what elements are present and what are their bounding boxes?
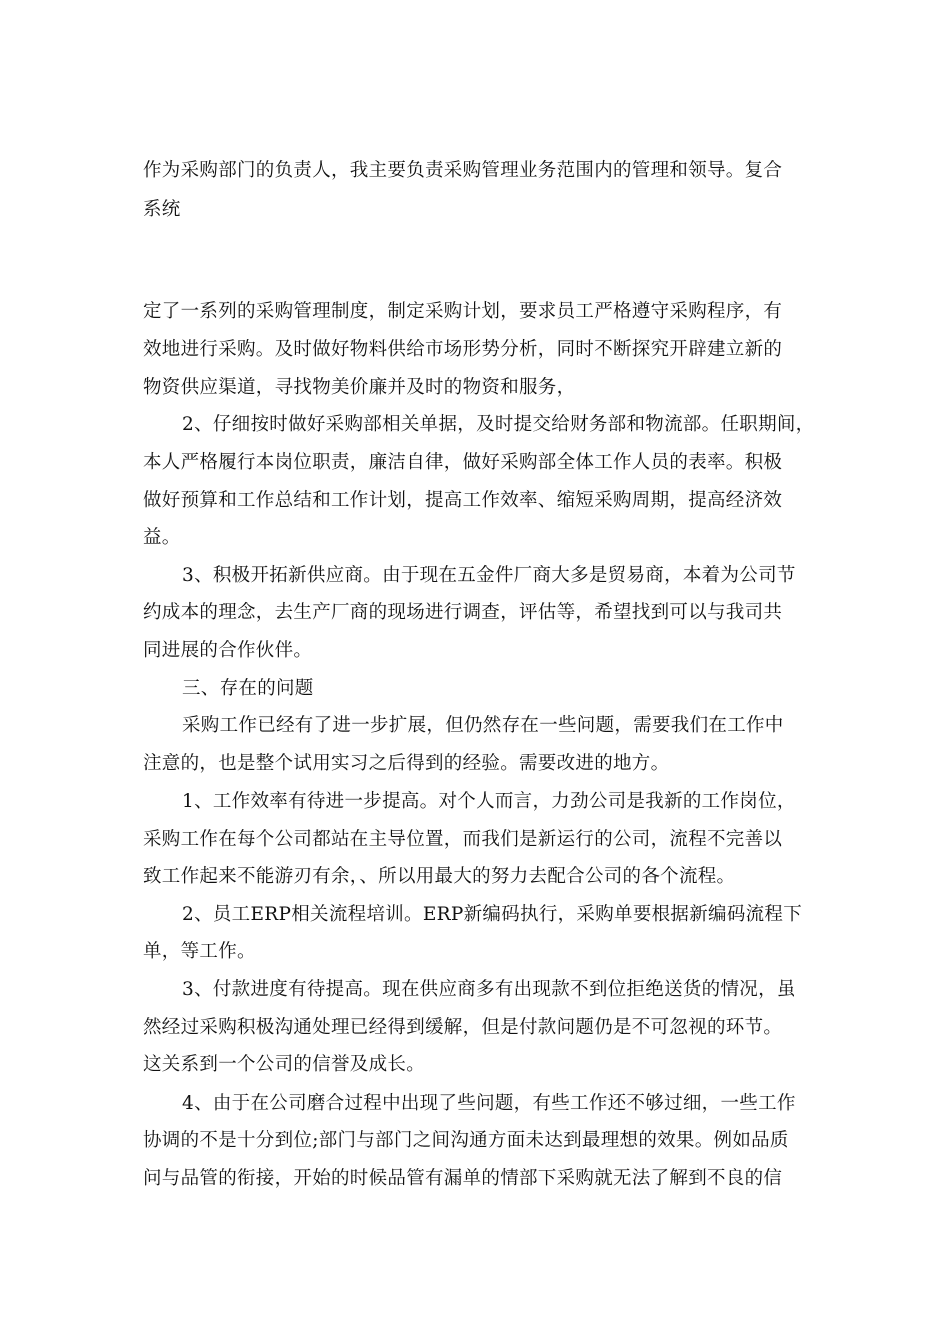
text-line: 4、由于在公司磨合过程中出现了些问题，有些工作还不够过细，一些工作: [182, 1093, 796, 1114]
text-line: 物资供应渠道，寻找物美价廉并及时的物资和服务，: [143, 377, 576, 398]
text-line: 系统: [143, 199, 181, 220]
text-line: 单，等工作。: [143, 941, 256, 962]
text-line: 致工作起来不能游刃有余，、所以用最大的努力去配合公司的各个流程。: [143, 866, 736, 887]
text-line: 采购工作在每个公司都站在主导位置，而我们是新运行的公司，流程不完善以: [143, 829, 783, 850]
text-line: 效地进行采购。及时做好物料供给市场形势分析，同时不断探究开辟建立新的: [143, 339, 783, 360]
text-line: 定了一系列的采购管理制度，制定采购计划，要求员工严格遵守采购程序，有: [143, 301, 783, 322]
text-line: 益。: [143, 527, 181, 548]
text-line: 然经过采购积极沟通处理已经得到缓解，但是付款问题仍是不可忽视的环节。: [143, 1017, 783, 1038]
text-line: 3、付款进度有待提高。现在供应商多有出现款不到位拒绝送货的情况，虽: [182, 979, 796, 1000]
text-line: 本人严格履行本岗位职责，廉洁自律，做好采购部全体工作人员的表率。积极: [143, 452, 783, 473]
text-line: 1、工作效率有待进一步提高。对个人而言，力劲公司是我新的工作岗位，: [182, 791, 796, 812]
text-line: 这关系到一个公司的信誉及成长。: [143, 1054, 426, 1075]
text-line: 2、仔细按时做好采购部相关单据，及时提交给财务部和物流部。任职期间，: [182, 414, 815, 435]
text-line: 协调的不是十分到位;部门与部门之间沟通方面未达到最理想的效果。例如品质: [143, 1130, 789, 1151]
text-line: 3、积极开拓新供应商。由于现在五金件厂商大多是贸易商，本着为公司节: [182, 565, 796, 586]
text-line: 作为采购部门的负责人，我主要负责采购管理业务范围内的管理和领导。复合: [143, 160, 783, 181]
section-heading: 三、存在的问题: [182, 678, 314, 699]
text-line: 同进展的合作伙伴。: [143, 640, 313, 661]
text-line: 做好预算和工作总结和工作计划，提高工作效率、缩短采购周期，提高经济效: [143, 490, 783, 511]
text-line: 约成本的理念，去生产厂商的现场进行调查，评估等，希望找到可以与我司共: [143, 602, 783, 623]
text-line: 采购工作已经有了进一步扩展，但仍然存在一些问题，需要我们在工作中: [182, 715, 784, 736]
text-line: 问与品管的衔接，开始的时候品管有漏单的情部下采购就无法了解到不良的信: [143, 1168, 783, 1189]
text-line: 2、员工ERP相关流程培训。ERP新编码执行，采购单要根据新编码流程下: [182, 904, 803, 925]
text-line: 注意的，也是整个试用实习之后得到的经验。需要改进的地方。: [143, 753, 670, 774]
